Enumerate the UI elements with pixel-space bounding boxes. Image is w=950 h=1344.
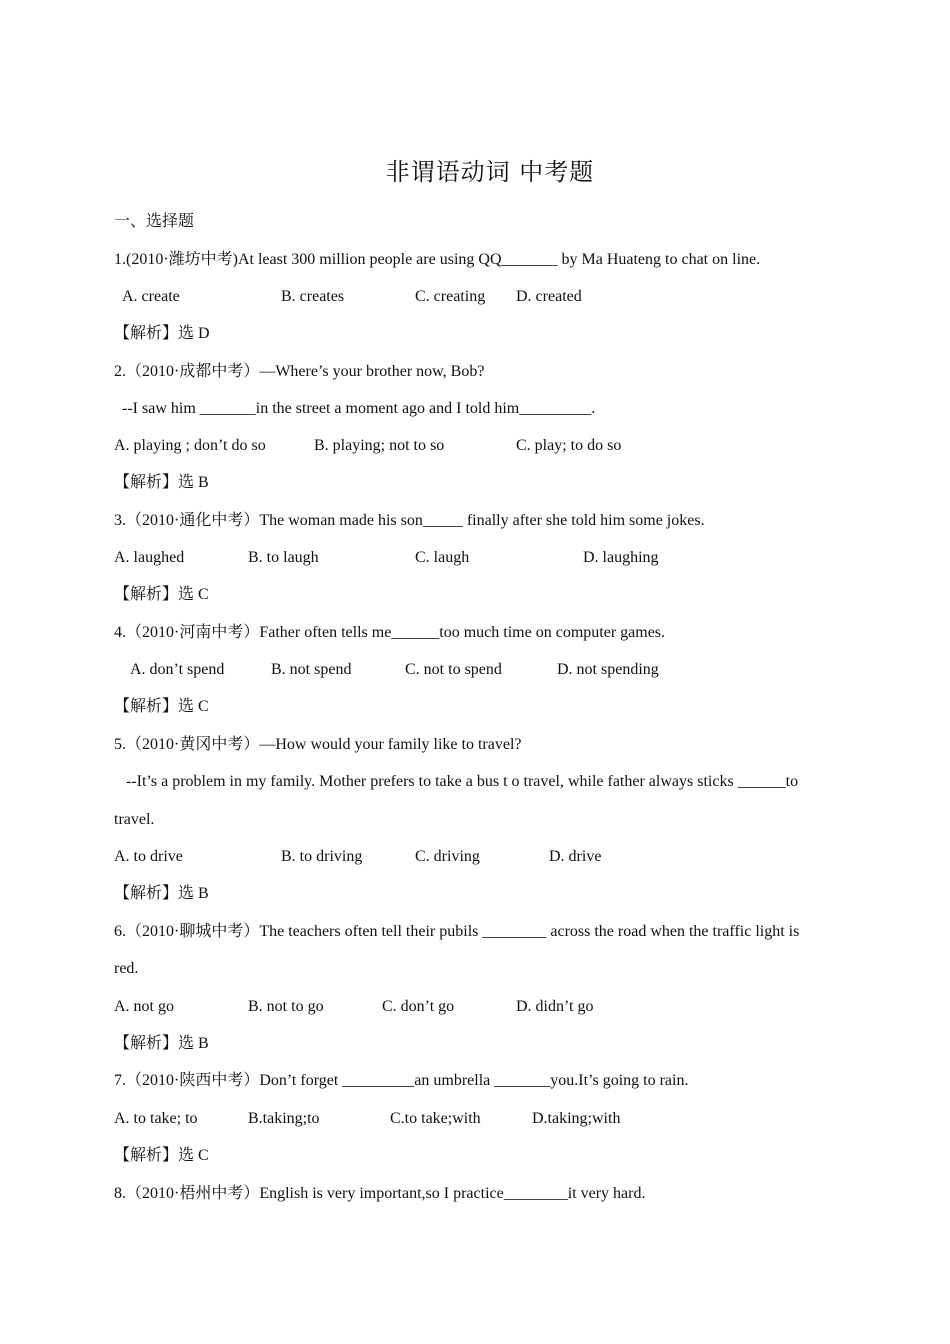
option-b: B.taking;to (248, 1110, 320, 1127)
question-8: 8.（2010·梧州中考）English is very important,so I practice________it very hard. (114, 1185, 646, 1202)
question-4-options (114, 660, 814, 680)
question-5-options (114, 847, 814, 867)
option-c: C. don’t go (382, 998, 455, 1015)
option-b: B. not spend (271, 661, 352, 678)
answer-2: 【解析】选 B (114, 474, 209, 491)
option-d: D. laughing (583, 549, 659, 566)
question-7-options (114, 1109, 814, 1129)
option-c: C. driving (415, 848, 480, 865)
question-3: 3.（2010·通化中考）The woman made his son_____ finally after she told him some jokes. (114, 512, 705, 529)
section-heading: 一、选择题 (114, 213, 195, 230)
option-a: A. don’t spend (130, 661, 225, 678)
option-a: A. to take; to (114, 1110, 198, 1127)
option-a: A. laughed (114, 549, 185, 566)
question-1: 1.(2010·潍坊中考)At least 300 million people are using QQ_______ by Ma Huateng to chat on line. (114, 251, 761, 268)
page-title: 非谓语动词 中考题 (385, 158, 595, 186)
question-6-options (114, 997, 814, 1017)
option-a: A. create (122, 288, 180, 305)
option-d: D.taking;with (532, 1110, 621, 1127)
question-6: 6.（2010·聊城中考）The teachers often tell their pubils ________ across the road when the traffic light is (114, 923, 800, 940)
option-c: C. creating (415, 288, 486, 305)
question-1-options (114, 287, 814, 307)
question-6-continuation: red. (114, 960, 139, 977)
option-c: C.to take;with (390, 1110, 481, 1127)
answer-5: 【解析】选 B (114, 885, 209, 902)
question-4: 4.（2010·河南中考）Father often tells me______too much time on computer games. (114, 624, 666, 641)
option-b: B. creates (281, 288, 345, 305)
answer-4: 【解析】选 C (114, 698, 209, 715)
answer-6: 【解析】选 B (114, 1035, 209, 1052)
answer-7: 【解析】选 C (114, 1147, 209, 1164)
option-d: D. created (516, 288, 582, 305)
option-a: A. playing ; don’t do so (114, 437, 266, 454)
option-c: C. play; to do so (516, 437, 622, 454)
question-5: 5.（2010·黄冈中考）—How would your family like to travel? (114, 736, 522, 753)
question-5-dialog: --It’s a problem in my family. Mother prefers to take a bus t o travel, while father always sticks ______to (114, 773, 799, 790)
question-5-continuation: travel. (114, 811, 155, 828)
option-a: A. not go (114, 998, 174, 1015)
option-b: B. playing; not to so (314, 437, 445, 454)
option-b: B. not to go (248, 998, 324, 1015)
question-2-options (114, 436, 814, 456)
option-d: D. not spending (557, 661, 659, 678)
question-2: 2.（2010·成都中考）—Where’s your brother now, Bob? (114, 363, 485, 380)
option-c: C. laugh (415, 549, 470, 566)
option-d: D. drive (549, 848, 602, 865)
option-d: D. didn’t go (516, 998, 594, 1015)
question-7: 7.（2010·陕西中考）Don’t forget _________an umbrella _______you.It’s going to rain. (114, 1072, 689, 1089)
option-c: C. not to spend (405, 661, 502, 678)
answer-3: 【解析】选 C (114, 586, 209, 603)
question-3-options (114, 548, 814, 568)
question-2-dialog: --I saw him _______in the street a moment ago and I told him_________. (114, 400, 596, 417)
option-b: B. to laugh (248, 549, 319, 566)
option-a: A. to drive (114, 848, 183, 865)
answer-1: 【解析】选 D (114, 325, 210, 342)
option-b: B. to driving (281, 848, 363, 865)
